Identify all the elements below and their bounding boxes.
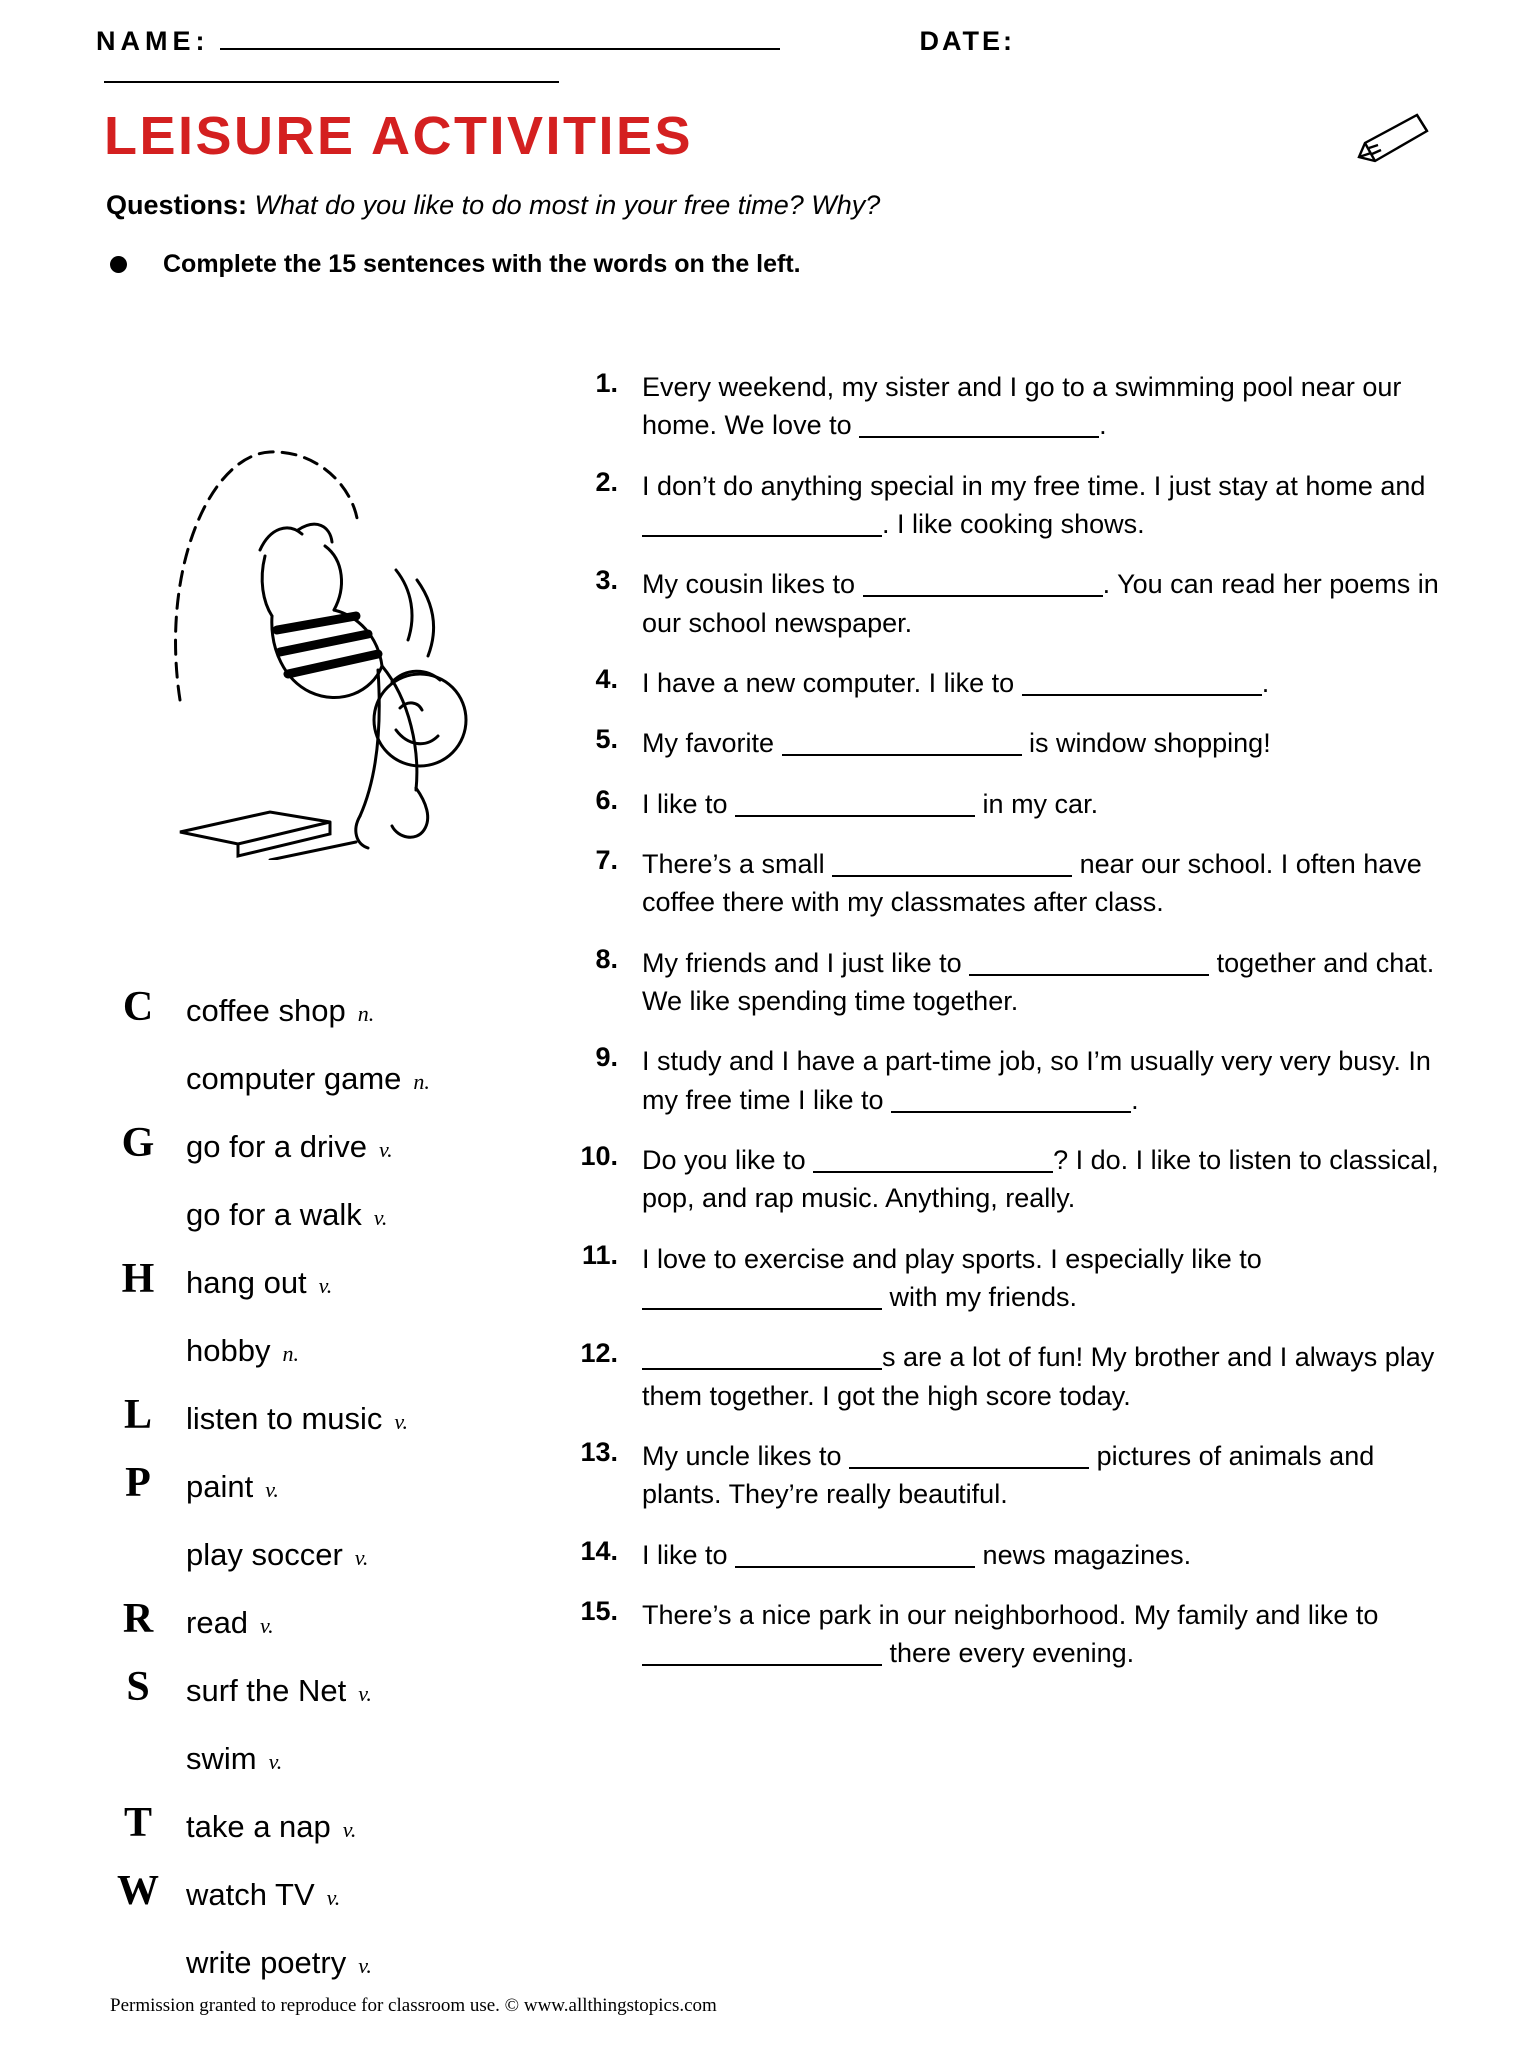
sentence-number: 9. (595, 1042, 618, 1073)
word-bank-word (186, 1809, 356, 1845)
sentence-text: My favorite (642, 728, 782, 759)
word-bank-word (186, 1605, 274, 1641)
word-bank-pos: n. (413, 1069, 430, 1094)
word-bank-letter: G (121, 1120, 155, 1166)
word-bank-word (186, 993, 374, 1029)
answer-blank[interactable] (782, 730, 1022, 756)
sentence-number: 15. (580, 1595, 618, 1626)
answer-blank[interactable] (969, 950, 1209, 976)
answer-blank[interactable] (891, 1087, 1131, 1113)
sentence-text: I like to (642, 788, 736, 819)
word-bank-word-text: computer game (186, 1061, 402, 1096)
sentence-item (570, 1141, 1450, 1218)
word-bank-row (110, 1801, 530, 1869)
answer-blank[interactable] (735, 791, 975, 817)
word-bank-pos: v. (326, 1885, 341, 1910)
word-bank-pos: v. (268, 1749, 283, 1774)
sentence-body (642, 467, 1450, 544)
answer-blank[interactable] (1022, 670, 1262, 696)
sentence-text: I don’t do anything special in my free time. I just stay at home and (642, 470, 1426, 501)
word-bank-word-text: play soccer (186, 1537, 343, 1572)
date-input-line[interactable] (104, 57, 559, 83)
page-title: LEISURE ACTIVITIES (104, 106, 694, 166)
word-bank-pos: v. (318, 1273, 333, 1298)
answer-blank[interactable] (813, 1147, 1053, 1173)
sentence-number: 7. (595, 844, 618, 875)
word-bank-word-text: watch TV (186, 1877, 315, 1912)
sentence-body (642, 1536, 1450, 1574)
word-bank-row (110, 1665, 530, 1733)
word-bank-pos: v. (354, 1545, 369, 1570)
sentence-text: My uncle likes to (642, 1440, 850, 1471)
sentence-text: I love to exercise and play sports. I especially like to (642, 1243, 1262, 1274)
answer-blank[interactable] (642, 1344, 882, 1370)
answer-blank[interactable] (642, 511, 882, 537)
word-bank-pos: v. (260, 1613, 274, 1638)
sentence-item (570, 1338, 1450, 1415)
instruction-text: Complete the 15 sentences with the words on the left. (163, 249, 801, 278)
questions-line (106, 190, 880, 221)
word-bank-word (186, 1537, 368, 1573)
sentence-text: s are a lot of fun! My brother and I always play them together. I got the high score today. (642, 1342, 1435, 1411)
word-bank-row (110, 985, 530, 1053)
sentence-number: 6. (595, 784, 618, 815)
sentence-number: 4. (595, 663, 618, 694)
sentence-text: in my car. (975, 788, 1099, 819)
sentence-number: 3. (595, 565, 618, 596)
word-bank-word-text: go for a walk (186, 1197, 362, 1232)
answer-blank[interactable] (859, 412, 1099, 438)
sentence-body (642, 565, 1450, 642)
word-bank-row (110, 1257, 530, 1325)
sentence-body (642, 368, 1450, 445)
sentence-text: near our school. I often have coffee there with my classmates after class. (642, 848, 1422, 918)
sentence-text: I have a new computer. I like to (642, 667, 1022, 698)
word-bank-letter: W (117, 1868, 159, 1914)
word-bank-row (110, 1189, 530, 1257)
sentence-item (570, 785, 1450, 823)
sentence-text: My friends and I just like to (642, 947, 970, 978)
sentence-number: 10. (580, 1140, 618, 1171)
word-bank-pos: v. (373, 1205, 388, 1230)
word-bank-word (186, 1945, 372, 1981)
word-bank-row (110, 1325, 530, 1393)
sentence-number: 13. (580, 1436, 618, 1467)
sentence-body (642, 944, 1450, 1021)
sentence-number: 12. (580, 1338, 618, 1369)
sentence-number: 8. (595, 943, 618, 974)
name-label: NAME: (96, 26, 210, 56)
sentence-number: 11. (581, 1239, 618, 1270)
word-bank-pos: v. (342, 1817, 357, 1842)
word-bank-word-text: hobby (186, 1333, 271, 1368)
footer-credit: Permission granted to reproduce for classroom use. © www.allthingstopics.com (110, 1995, 717, 2016)
word-bank-word-text: take a nap (186, 1809, 331, 1844)
word-bank-word-text: hang out (186, 1265, 307, 1300)
word-bank-word (186, 1401, 408, 1437)
sentence-body (642, 1240, 1450, 1317)
answer-blank[interactable] (832, 851, 1072, 877)
answer-blank[interactable] (849, 1443, 1089, 1469)
word-bank-letter: S (126, 1664, 150, 1710)
sentence-text: . (1099, 410, 1107, 441)
jump-rope-illustration (120, 430, 480, 860)
word-bank-word (186, 1673, 372, 1709)
sentence-body (642, 785, 1450, 823)
word-bank-row (110, 1461, 530, 1529)
sentence-text: There’s a nice park in our neighborhood. My family and like to (642, 1599, 1379, 1630)
word-bank-word-text: go for a drive (186, 1129, 367, 1164)
word-bank-pos: v. (265, 1477, 279, 1502)
word-bank-word-text: coffee shop (186, 993, 346, 1028)
answer-blank[interactable] (642, 1640, 882, 1666)
word-bank-pos: v. (358, 1681, 372, 1706)
sentence-body (642, 1042, 1450, 1119)
sentence-item (570, 1437, 1450, 1514)
word-bank-row (110, 1529, 530, 1597)
word-bank-row (110, 1597, 530, 1665)
word-bank-row (110, 1053, 530, 1121)
word-bank-pos: v. (358, 1953, 372, 1978)
bullet-icon (110, 256, 127, 273)
answer-blank[interactable] (863, 571, 1103, 597)
word-bank-pos: v. (378, 1137, 393, 1162)
word-bank-word (186, 1469, 279, 1505)
sentence-text: . (1261, 667, 1270, 698)
sentence-item (570, 1596, 1450, 1673)
word-bank-letter: T (123, 1800, 152, 1846)
sentence-item (570, 664, 1450, 702)
sentence-body (642, 1437, 1450, 1514)
word-bank-letter: P (125, 1460, 151, 1506)
word-bank-word (186, 1129, 393, 1165)
word-bank (110, 985, 530, 2005)
word-bank-row (110, 1121, 530, 1189)
sentence-body (642, 724, 1450, 762)
sentence-number: 5. (595, 724, 618, 755)
word-bank-row (110, 1733, 530, 1801)
sentence-item (570, 467, 1450, 544)
word-bank-word-text: paint (186, 1469, 254, 1504)
word-bank-word-text: listen to music (186, 1401, 383, 1436)
sentence-item (570, 368, 1450, 445)
answer-blank[interactable] (735, 1542, 975, 1568)
word-bank-letter: L (123, 1392, 152, 1438)
word-bank-word (186, 1741, 282, 1777)
word-bank-letter: H (121, 1256, 155, 1302)
sentence-body (642, 1596, 1450, 1673)
sentence-text: pictures of animals and plants. They’re really beautiful. (642, 1440, 1375, 1510)
sentence-body (642, 664, 1450, 702)
header (96, 24, 1446, 64)
sentence-number: 1. (595, 368, 618, 398)
word-bank-word (186, 1061, 430, 1097)
word-bank-word (186, 1877, 340, 1913)
sentence-item (570, 1536, 1450, 1574)
answer-blank[interactable] (642, 1284, 882, 1310)
sentence-list (570, 368, 1450, 1695)
sentence-text: news magazines. (975, 1539, 1192, 1570)
sentence-text: with my friends. (882, 1281, 1078, 1312)
sentence-text: together and chat. We like spending time together. (642, 947, 1435, 1016)
word-bank-word-text: swim (186, 1741, 257, 1776)
sentence-item (570, 1042, 1450, 1119)
word-bank-row (110, 1393, 530, 1461)
word-bank-letter: C (122, 984, 154, 1030)
word-bank-word (186, 1333, 299, 1369)
word-bank-letter: R (122, 1596, 154, 1642)
sentence-item (570, 944, 1450, 1021)
sentence-number: 14. (580, 1535, 618, 1566)
sentence-text: . (1131, 1084, 1139, 1115)
sentence-text: I like to (642, 1539, 736, 1570)
sentence-number: 2. (595, 466, 618, 497)
word-bank-word-text: surf the Net (186, 1673, 347, 1708)
instruction-row (110, 249, 801, 279)
sentence-body (642, 845, 1450, 922)
word-bank-row (110, 1869, 530, 1937)
word-bank-word (186, 1197, 387, 1233)
sentence-text: I study and I have a part-time job, so I’m usually very very busy. In my free time I like to (642, 1046, 1431, 1115)
sentence-text: ? I do. I like to listen to classical, pop, and rap music. Anything, really. (642, 1144, 1439, 1214)
sentence-item (570, 724, 1450, 762)
questions-label: Questions: (106, 190, 248, 220)
word-bank-word-text: write poetry (186, 1945, 347, 1980)
word-bank-pos: n. (282, 1341, 299, 1366)
word-bank-word-text: read (186, 1605, 249, 1640)
sentence-item (570, 1240, 1450, 1317)
sentence-text: My cousin likes to (642, 569, 863, 600)
word-bank-pos: v. (394, 1409, 409, 1434)
name-input-line[interactable] (220, 24, 780, 50)
sentence-body (642, 1141, 1450, 1218)
word-bank-pos: n. (357, 1001, 375, 1026)
sentence-text: There’s a small (642, 848, 833, 879)
questions-text: What do you like to do most in your free time? Why? (254, 190, 881, 220)
sentence-text: Do you like to (642, 1144, 814, 1175)
sentence-text: is window shopping! (1021, 728, 1271, 759)
pencil-icon (1345, 105, 1435, 175)
sentence-item (570, 845, 1450, 922)
sentence-text: . You can read her poems in our school newspaper. (642, 569, 1439, 638)
sentence-text: Every weekend, my sister and I go to a swimming pool near our home. We love to (642, 372, 1402, 441)
word-bank-word (186, 1265, 332, 1301)
sentence-item (570, 565, 1450, 642)
sentence-text: . I like cooking shows. (882, 508, 1145, 539)
sentence-body (642, 1338, 1450, 1415)
date-label: DATE: (919, 26, 1015, 56)
sentence-text: there every evening. (882, 1638, 1135, 1669)
